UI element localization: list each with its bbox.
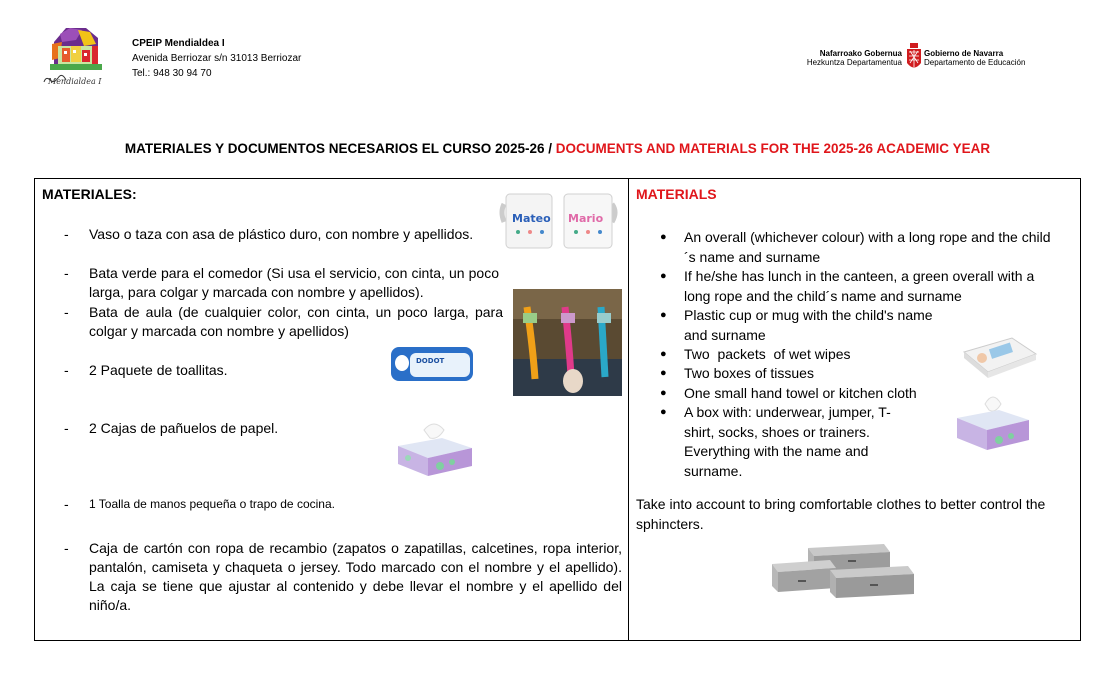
- list-item: - 1 Toalla de manos pequeña o trapo de cocina.: [64, 496, 335, 512]
- svg-text:DODOT: DODOT: [416, 357, 445, 365]
- list-item: - Vaso o taza con asa de plástico duro, con nombre y apellidos.: [64, 226, 474, 242]
- list-item: ● Plastic cup or mug with the child's name and surname: [660, 307, 933, 343]
- tissue-box-image: [955, 392, 1031, 452]
- clothing-note: Take into account to bring comfortable clothes to better control the sphincters.: [636, 496, 1046, 532]
- hanging-overalls-image: [513, 289, 622, 396]
- wipes-package-image: [390, 345, 474, 383]
- school-phone: Tel.: 948 30 94 70: [132, 68, 212, 79]
- school-contact: [132, 36, 301, 81]
- navarra-coat-of-arms-icon: [905, 43, 923, 73]
- spanish-heading: MATERIALES:: [42, 186, 137, 202]
- tissue-box-image: [394, 420, 476, 478]
- list-item: ● If he/she has lunch in the canteen, a green overall with a long rope and the child´s name and surname: [660, 268, 1035, 304]
- wipes-package-image: [960, 334, 1038, 380]
- svg-text:Mendialdea I: Mendialdea I: [48, 77, 102, 86]
- list-item: - Bata de aula (de cualquier color, con cinta, un poco larga, para colgar y marcada con nombre y apellidos): [64, 304, 503, 339]
- list-item: - 2 Paquete de toallitas.: [64, 362, 228, 378]
- list-item: - Caja de cartón con ropa de recambio (zapatos o zapatillas, calcetines, ropa interior, pantalón, camiseta y chaqueta o jersey. Todo marcado con el nombre y el apellido). La caja se tiene que ajustar al contenido y debe llevar el nombre y el apellido del niño/a.: [64, 540, 622, 613]
- list-item: ● One small hand towel or kitchen cloth: [660, 385, 917, 401]
- page-title: [0, 141, 1115, 156]
- list-item: ● An overall (whichever colour) with a long rope and the child´s name and surname: [660, 229, 1051, 265]
- svg-text:Mateo: Mateo: [512, 212, 551, 225]
- gov-spanish: Gobierno de Navarra Departamento de Educación: [924, 49, 1026, 67]
- title-english: DOCUMENTS AND MATERIALS FOR THE 2025-26 ACADEMIC YEAR: [555, 141, 991, 156]
- mugs-image: [494, 188, 624, 254]
- list-item: - 2 Cajas de pañuelos de papel.: [64, 420, 279, 436]
- government-logo: [804, 43, 1032, 73]
- school-logo-graphic: [40, 24, 112, 88]
- list-item: ● Two boxes of tissues: [660, 365, 814, 381]
- english-heading: MATERIALS: [636, 186, 717, 202]
- list-item: - Bata verde para el comedor (Si usa el servicio, con cinta, un poco larga, para colgar y marcada con nombre y apellidos).: [64, 265, 499, 300]
- school-address: Avenida Berriozar s/n 31013 Berriozar: [132, 53, 302, 64]
- school-name: CPEIP Mendialdea I: [132, 38, 225, 49]
- school-logo: [40, 24, 112, 88]
- gov-basque: Nafarroako Gobernua Hezkuntza Departamentua: [806, 49, 902, 67]
- storage-boxes-image: [770, 540, 916, 598]
- title-spanish: MATERIALES Y DOCUMENTOS NECESARIOS EL CURSO 2025-26 /: [124, 141, 556, 156]
- list-item: ● A box with: underwear, jumper, T-shirt, socks, shoes or trainers. Everything with the name and surname.: [660, 404, 891, 479]
- list-item: ● Two packets of wet wipes: [660, 346, 851, 362]
- svg-text:Mario: Mario: [568, 212, 604, 225]
- column-divider: [628, 178, 629, 641]
